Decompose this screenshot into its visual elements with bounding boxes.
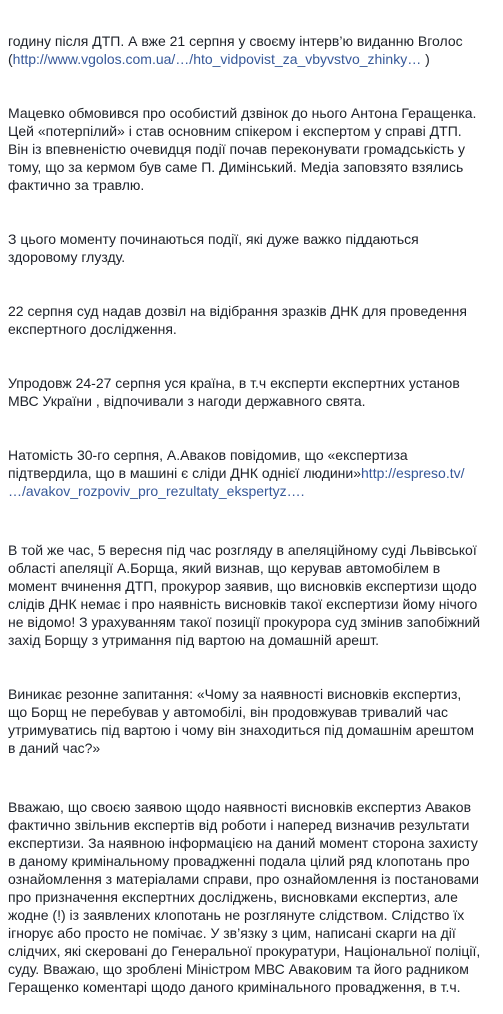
post-body [8, 0, 500, 1014]
paragraph-interview-tail: ) [421, 51, 430, 67]
paragraph-question: Виникає резонне запитання: «Чому за наявності висновків експертиз, що Борщ не перебував у автомобілі, він продовжував тривалий час утримуватись під вартою і чому він знаходиться під домашнім арештом в даний час?» [8, 686, 475, 756]
paragraph-interview-text: годину після ДТП. А вже 21 серпня у своєму інтерв’ю виданню Вголос ( [8, 33, 463, 67]
paragraph-opinion: Вважаю, що своєю заявою щодо наявності висновків експертиз Аваков фактично звільнив експертів від роботи і наперед визначив результати експертизи. За наявною інформацією на даний момент сторона захисту в даному кримінальному провадженні подала цілий ряд клопотань про ознайомлення з матеріалами справи, про ознайомлення із постановами про призначення експертних досліджень, висновками експертиз, але жодне (!) із заявлених клопотань не розглянуте слідством. Слідство їх ігнорує або просто не помічає. У зв’язку з цим, написані скарги на дії слідчих, які скеровані до Генеральної прокуратури, Національної поліції, суду. Вважаю, що зроблені Міністром МВС Аваковим та його радником Геращенко коментарі щодо даного кримінального провадження, в т.ч. [8, 799, 481, 995]
paragraph-events-start: З цього моменту починаються події, які дуже важко піддаються здоровому глузду. [8, 231, 419, 265]
paragraph-avakov-statement-text: Натомість 30-го серпня, А.Аваков повідомив, що «експертиза підтвердила, що в машині є сліди ДНК однієї людини» [8, 447, 408, 481]
vgolos-link[interactable]: http://www.vgolos.com.ua/…/hto_vidpovist_za_vbyvstvo_zhinky… [12, 51, 422, 67]
paragraph-interview [8, 32, 500, 68]
paragraph-avakov-statement [8, 446, 500, 500]
paragraph-dna-permission: 22 серпня суд надав дозвіл на відібрання зразків ДНК для проведення експертного дослідження. [8, 303, 467, 337]
paragraph-holiday: Упродовж 24-27 серпня уся країна, в т.ч експерти експертних установ МВС України , відпочивали з нагоди державного свята. [8, 375, 460, 409]
espreso-link[interactable]: http://espreso.tv/ …/avakov_rozpoviv_pro_rezultaty_ekspertyz…. [8, 465, 465, 499]
paragraph-appeal-court: В той же час, 5 вересня під час розгляду в апеляційному суді Львівської області апеляції А.Борща, який визнав, що керував автомобілем в момент вчинення ДТП, прокурор заявив, що висновків експертизи щодо слідів ДНК немає і про наявність висновків такої експертизи йому нічого не відомо! З урахуванням такої позиції прокурора суд змінив запобіжний захід Борщу з утримання під вартою на домашній арешт. [8, 542, 481, 648]
paragraph-matsevko: Мацевко обмовився про особистий дзвінок до нього Антона Геращенка. Цей «потерпілий» і став основним спікером і експертом у справі ДТП. Він із впевненістю очевидця події почав переконувати громадськість у тому, що за кермом був саме П. Димінський. Медіа заповзято взялись фактично за травлю. [8, 105, 477, 193]
